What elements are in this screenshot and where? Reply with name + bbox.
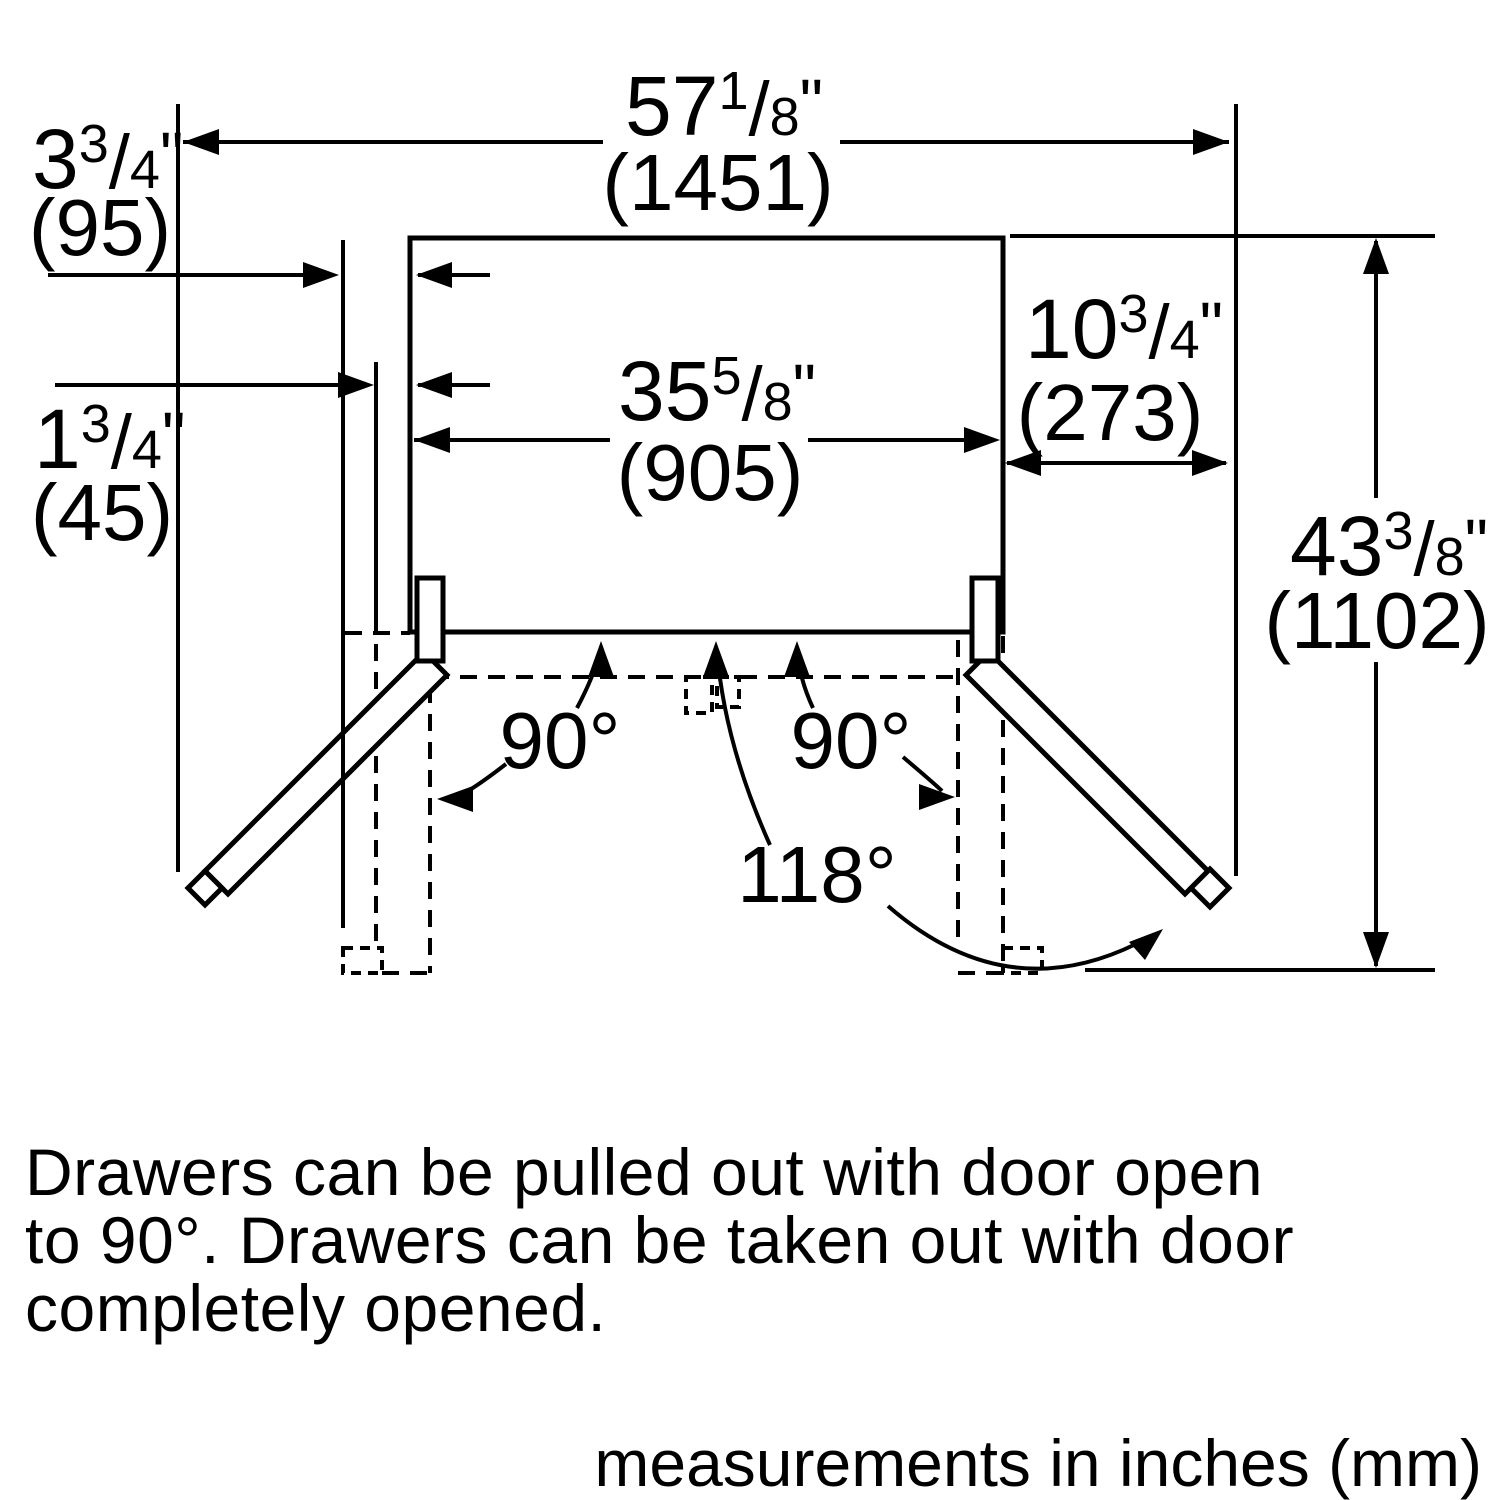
dim-hinge-clearance-label: 1$^3$/4" — [34, 392, 186, 486]
dim-total-depth-mm: (1102) — [1264, 576, 1490, 665]
left-door-hinge-block — [417, 578, 443, 661]
flip-mullion-dashed — [686, 677, 712, 713]
dim-cabinet-width-label: 35$^5$/8" — [618, 344, 817, 438]
dim-total-depth-label: 43$^3$/8" — [1290, 499, 1489, 593]
right-door-open — [966, 652, 1229, 907]
left-door-open — [188, 652, 447, 905]
drawer-notes-paragraph — [25, 1135, 1295, 1345]
dim-door-depth-open-label: 10$^3$/4" — [1025, 282, 1224, 376]
dim-door-protrusion-label: 3$^3$/4" — [32, 112, 184, 206]
angle-left-door-label: 90° — [499, 696, 621, 785]
dim-overall-width-mm: (1451) — [602, 138, 834, 227]
dim-door-protrusion-mm: (95) — [28, 183, 172, 272]
angle-full-open-label: 118° — [737, 830, 897, 919]
note-line-3: completely opened. — [25, 1271, 607, 1345]
dim-overall-width-label: 57$^1$/8" — [625, 59, 824, 153]
dim-hinge-clearance-mm: (45) — [30, 468, 174, 557]
dim-door-depth-open-mm: (273) — [1016, 368, 1204, 457]
angle-leader-lines — [437, 641, 1163, 969]
angle-right-door-label: 90° — [790, 696, 912, 785]
note-line-1: Drawers can be pulled out with door open — [25, 1135, 1264, 1209]
dim-cabinet-width-mm: (905) — [616, 428, 804, 517]
units-note: measurements in inches (mm) — [594, 1426, 1482, 1500]
left-door-handle-90-dashed — [343, 948, 382, 973]
note-line-2: to 90°. Drawers can be taken out with door — [25, 1203, 1295, 1277]
full-open-swing-arc — [888, 906, 1136, 969]
right-door-hinge-block — [972, 578, 998, 661]
